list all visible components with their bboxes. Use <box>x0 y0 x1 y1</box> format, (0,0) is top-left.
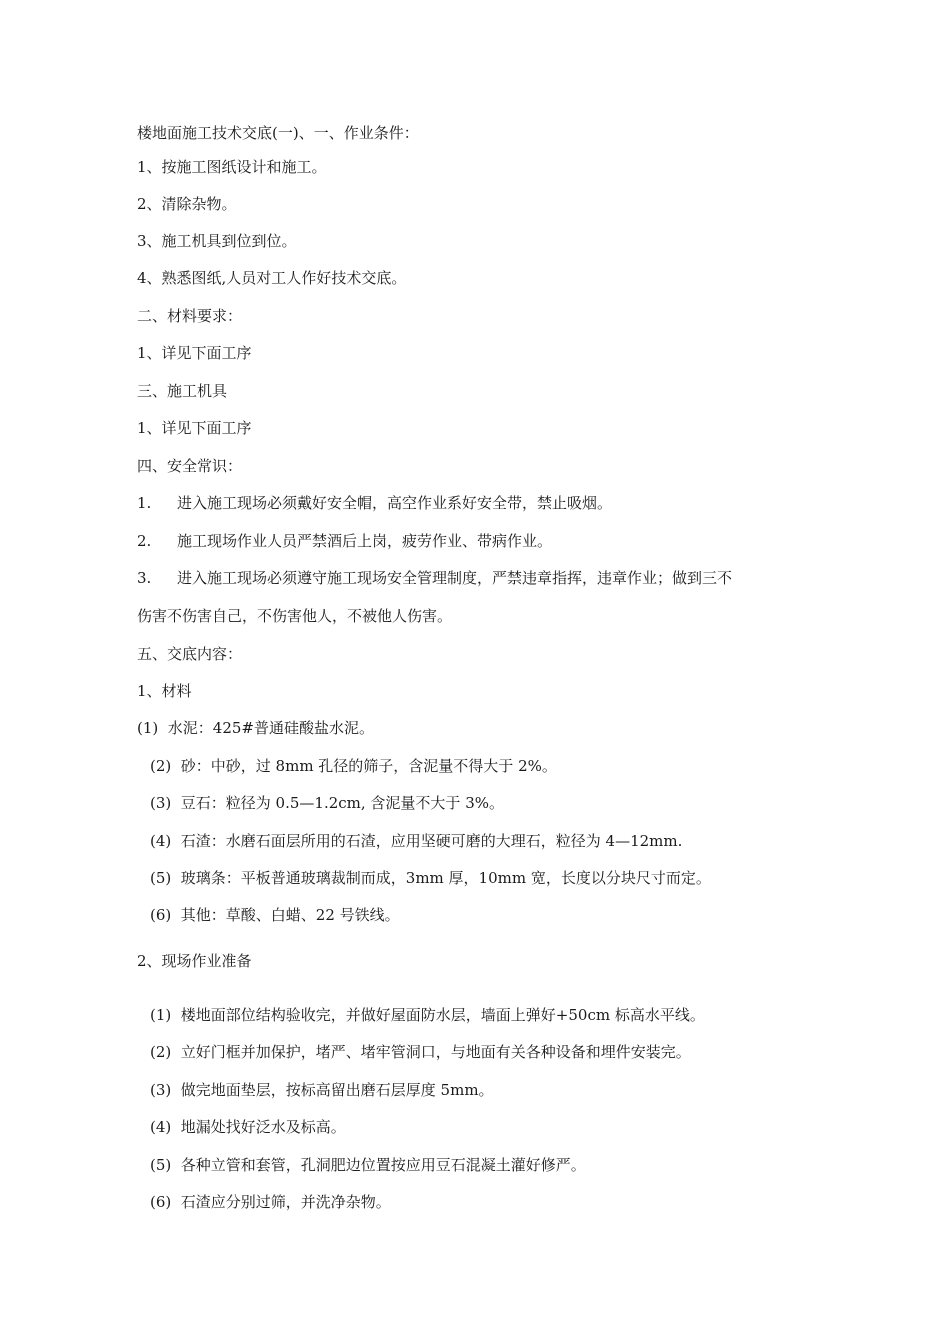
safety-item-text: 进入施工现场必须遵守施工现场安全管理制度，严禁违章指挥，违章作业；做到三不 <box>177 569 733 587</box>
section-heading-disclosure: 五、交底内容： <box>137 645 243 663</box>
tools-item-1: 1、详见下面工序 <box>137 419 252 437</box>
condition-item-4: 4、熟悉图纸,人员对工人作好技术交底。 <box>137 269 407 287</box>
safety-item-number: 1. <box>137 494 152 512</box>
subheading-materials: 1、材料 <box>137 682 192 700</box>
prep-item-2: (2) 立好门框并加保护，堵严、堵牢管洞口，与地面有关各种设备和埋件安装完。 <box>150 1043 691 1061</box>
material-item-stone-chips: (4) 石渣：水磨石面层所用的石渣，应用坚硬可磨的大理石，粒径为 4—12mm. <box>150 832 683 850</box>
document-title-line: 楼地面施工技术交底(一)、一、作业条件： <box>137 124 419 142</box>
safety-item-3-continuation: 伤害不伤害自己，不伤害他人，不被他人伤害。 <box>137 607 453 625</box>
prep-item-4: (4) 地漏处找好泛水及标高。 <box>150 1118 346 1136</box>
material-item-sand: (2) 砂：中砂，过 8mm 孔径的筛子，含泥量不得大于 2%。 <box>150 757 557 775</box>
prep-item-1: (1) 楼地面部位结构验收完，并做好屋面防水层，墙面上弹好+50cm 标高水平线。 <box>150 1006 705 1024</box>
section-heading-safety: 四、安全常识： <box>137 457 243 475</box>
section-heading-materials: 二、材料要求： <box>137 307 243 325</box>
material-item-cement: (1) 水泥：425#普通硅酸盐水泥。 <box>137 719 374 737</box>
prep-item-3: (3) 做完地面垫层，按标高留出磨石层厚度 5mm。 <box>150 1081 494 1099</box>
condition-item-3: 3、施工机具到位到位。 <box>137 232 297 250</box>
material-item-pea-gravel: (3) 豆石：粒径为 0.5—1.2cm, 含泥量不大于 3%。 <box>150 794 504 812</box>
safety-item-3 <box>137 568 732 588</box>
materials-item-1: 1、详见下面工序 <box>137 344 252 362</box>
safety-item-text: 进入施工现场必须戴好安全帽，高空作业系好安全带，禁止吸烟。 <box>177 494 613 512</box>
section-heading-tools: 三、施工机具 <box>137 382 228 400</box>
safety-item-2 <box>137 531 552 551</box>
subheading-site-preparation: 2、现场作业准备 <box>137 952 252 970</box>
prep-item-5: (5) 各种立管和套管，孔洞肥边位置按应用豆石混凝土灌好修严。 <box>150 1156 586 1174</box>
prep-item-6: (6) 石渣应分别过筛，并洗净杂物。 <box>150 1193 391 1211</box>
condition-item-1: 1、按施工图纸设计和施工。 <box>137 158 327 176</box>
safety-item-text: 施工现场作业人员严禁酒后上岗，疲劳作业、带病作业。 <box>177 532 553 550</box>
material-item-glass-strip: (5) 玻璃条：平板普通玻璃裁制而成，3mm 厚，10mm 宽，长度以分块尺寸而定。 <box>150 869 711 887</box>
safety-item-number: 3. <box>137 569 152 587</box>
safety-item-1 <box>137 493 612 513</box>
condition-item-2: 2、清除杂物。 <box>137 195 237 213</box>
material-item-other: (6) 其他：草酸、白蜡、22 号铁线。 <box>150 906 400 924</box>
safety-item-number: 2. <box>137 532 152 550</box>
